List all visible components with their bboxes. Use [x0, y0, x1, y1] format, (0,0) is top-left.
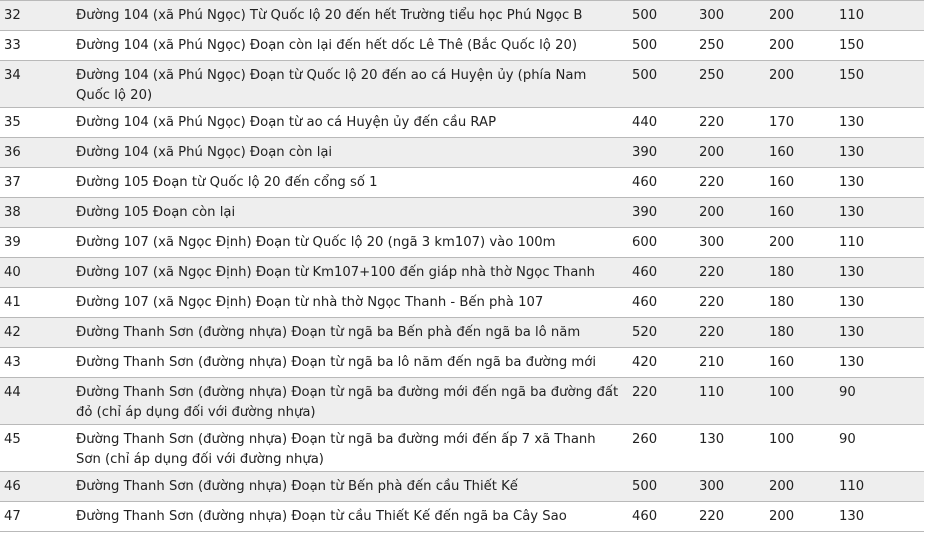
price-position-2: 300: [695, 228, 765, 258]
price-position-1: 460: [628, 288, 695, 318]
road-segment-name: Đường 107 (xã Ngọc Định) Đoạn từ Quốc lộ 20 (ngã 3 km107) vào 100m: [72, 228, 628, 258]
road-segment-name: Đường 104 (xã Phú Ngọc) Đoạn còn lại: [72, 138, 628, 168]
row-number: 43: [0, 348, 72, 378]
price-position-4: 130: [835, 108, 924, 138]
price-position-2: 130: [695, 425, 765, 472]
table-row: [0, 1, 924, 31]
price-position-3: 200: [765, 61, 835, 108]
price-position-2: 200: [695, 198, 765, 228]
table-row: [0, 318, 924, 348]
road-segment-name: Đường 105 Đoạn từ Quốc lộ 20 đến cổng số 1: [72, 168, 628, 198]
road-segment-name: Đường Thanh Sơn (đường nhựa) Đoạn từ ngã ba lô năm đến ngã ba đường mới: [72, 348, 628, 378]
price-position-4: 130: [835, 258, 924, 288]
price-position-2: 210: [695, 348, 765, 378]
price-position-3: 160: [765, 348, 835, 378]
row-number: 37: [0, 168, 72, 198]
price-position-2: 220: [695, 108, 765, 138]
price-position-3: 180: [765, 258, 835, 288]
table-row: [0, 425, 924, 472]
table-row: [0, 472, 924, 502]
row-number: 34: [0, 61, 72, 108]
price-position-1: 220: [628, 378, 695, 425]
table-body: [0, 1, 924, 532]
price-position-1: 260: [628, 425, 695, 472]
price-position-2: 300: [695, 472, 765, 502]
table-row: [0, 31, 924, 61]
price-position-4: 90: [835, 425, 924, 472]
price-position-1: 390: [628, 138, 695, 168]
road-segment-name: Đường 104 (xã Phú Ngọc) Từ Quốc lộ 20 đến hết Trường tiểu học Phú Ngọc B: [72, 1, 628, 31]
price-position-4: 130: [835, 198, 924, 228]
price-position-1: 460: [628, 258, 695, 288]
road-segment-name: Đường 104 (xã Phú Ngọc) Đoạn từ Quốc lộ 20 đến ao cá Huyện ủy (phía Nam Quốc lộ 20): [72, 61, 628, 108]
price-position-4: 130: [835, 318, 924, 348]
price-position-4: 130: [835, 288, 924, 318]
row-number: 41: [0, 288, 72, 318]
table-row: [0, 61, 924, 108]
row-number: 33: [0, 31, 72, 61]
road-segment-name: Đường Thanh Sơn (đường nhựa) Đoạn từ ngã ba đường mới đến ấp 7 xã Thanh Sơn (chỉ áp dụng đối với đường nhựa): [72, 425, 628, 472]
price-position-1: 500: [628, 61, 695, 108]
price-position-2: 300: [695, 1, 765, 31]
table-row: [0, 348, 924, 378]
price-position-3: 160: [765, 168, 835, 198]
price-position-1: 420: [628, 348, 695, 378]
price-position-3: 200: [765, 31, 835, 61]
road-segment-name: Đường 105 Đoạn còn lại: [72, 198, 628, 228]
row-number: 39: [0, 228, 72, 258]
row-number: 32: [0, 1, 72, 31]
price-position-3: 100: [765, 425, 835, 472]
price-position-3: 180: [765, 318, 835, 348]
price-position-1: 500: [628, 31, 695, 61]
price-position-4: 130: [835, 502, 924, 532]
price-position-1: 600: [628, 228, 695, 258]
price-position-2: 220: [695, 502, 765, 532]
price-position-2: 220: [695, 168, 765, 198]
price-position-4: 130: [835, 138, 924, 168]
price-position-1: 390: [628, 198, 695, 228]
price-position-1: 500: [628, 1, 695, 31]
price-position-4: 150: [835, 31, 924, 61]
price-position-1: 460: [628, 502, 695, 532]
price-position-2: 220: [695, 318, 765, 348]
price-position-4: 110: [835, 1, 924, 31]
price-position-3: 200: [765, 472, 835, 502]
price-position-3: 100: [765, 378, 835, 425]
table-row: [0, 378, 924, 425]
table-row: [0, 108, 924, 138]
road-segment-name: Đường Thanh Sơn (đường nhựa) Đoạn từ cầu Thiết Kế đến ngã ba Cây Sao: [72, 502, 628, 532]
price-position-2: 250: [695, 31, 765, 61]
road-segment-name: Đường 104 (xã Phú Ngọc) Đoạn từ ao cá Huyện ủy đến cầu RAP: [72, 108, 628, 138]
price-position-4: 110: [835, 472, 924, 502]
table-row: [0, 502, 924, 532]
row-number: 46: [0, 472, 72, 502]
price-position-3: 170: [765, 108, 835, 138]
table-row: [0, 228, 924, 258]
price-position-4: 90: [835, 378, 924, 425]
price-position-2: 220: [695, 258, 765, 288]
price-position-2: 250: [695, 61, 765, 108]
row-number: 36: [0, 138, 72, 168]
table-row: [0, 258, 924, 288]
price-position-4: 130: [835, 348, 924, 378]
row-number: 47: [0, 502, 72, 532]
row-number: 42: [0, 318, 72, 348]
price-position-4: 150: [835, 61, 924, 108]
price-position-3: 200: [765, 502, 835, 532]
row-number: 40: [0, 258, 72, 288]
price-position-2: 220: [695, 288, 765, 318]
price-position-3: 200: [765, 228, 835, 258]
price-position-1: 520: [628, 318, 695, 348]
row-number: 35: [0, 108, 72, 138]
table-row: [0, 138, 924, 168]
price-position-3: 180: [765, 288, 835, 318]
price-position-2: 110: [695, 378, 765, 425]
road-segment-name: Đường Thanh Sơn (đường nhựa) Đoạn từ ngã ba Bến phà đến ngã ba lô năm: [72, 318, 628, 348]
road-segment-name: Đường 107 (xã Ngọc Định) Đoạn từ Km107+100 đến giáp nhà thờ Ngọc Thanh: [72, 258, 628, 288]
price-position-2: 200: [695, 138, 765, 168]
row-number: 45: [0, 425, 72, 472]
table-row: [0, 168, 924, 198]
price-position-1: 500: [628, 472, 695, 502]
price-position-3: 160: [765, 198, 835, 228]
table-row: [0, 198, 924, 228]
table-row: [0, 288, 924, 318]
price-position-4: 110: [835, 228, 924, 258]
price-position-3: 160: [765, 138, 835, 168]
row-number: 38: [0, 198, 72, 228]
road-segment-name: Đường Thanh Sơn (đường nhựa) Đoạn từ Bến phà đến cầu Thiết Kế: [72, 472, 628, 502]
road-segment-name: Đường Thanh Sơn (đường nhựa) Đoạn từ ngã ba đường mới đến ngã ba đường đất đỏ (chỉ áp dụng đối với đường nhựa): [72, 378, 628, 425]
row-number: 44: [0, 378, 72, 425]
price-position-3: 200: [765, 1, 835, 31]
price-position-1: 440: [628, 108, 695, 138]
road-segment-name: Đường 107 (xã Ngọc Định) Đoạn từ nhà thờ Ngọc Thanh - Bến phà 107: [72, 288, 628, 318]
price-position-4: 130: [835, 168, 924, 198]
price-position-1: 460: [628, 168, 695, 198]
road-segment-name: Đường 104 (xã Phú Ngọc) Đoạn còn lại đến hết dốc Lê Thê (Bắc Quốc lộ 20): [72, 31, 628, 61]
